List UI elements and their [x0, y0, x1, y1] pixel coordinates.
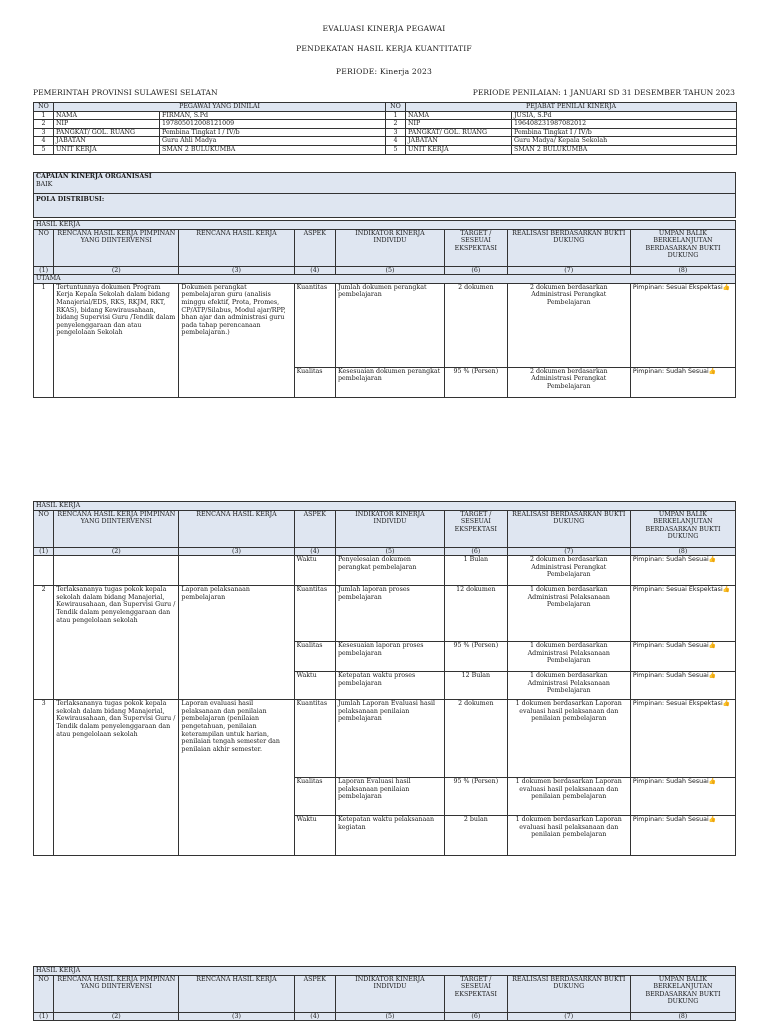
identity-row — [34, 137, 737, 146]
id-label: PANGKAT/ GOL. RUANG — [406, 128, 512, 137]
penilai-value: Guru Madya/ Kepala Sekolah — [512, 137, 737, 146]
identity-row — [34, 120, 737, 129]
id-label: JABATAN — [54, 137, 160, 146]
realisasi: 1 dokumen berdasarkan Laporan evaluasi hasil pelaksanaan dan penilaian pembelajaran — [507, 700, 630, 778]
col-number: (7) — [507, 266, 630, 275]
feedback-text: Sudah Sesuai — [666, 816, 709, 824]
hasil-kerja-table — [33, 966, 736, 1021]
col-header: RENCANA HASIL KERJA PIMPINAN YANG DIINTERVENSI — [54, 229, 179, 266]
rhk-pimpinan: Terlaksananya tugas pokok kepala sekolah dalam bidang Manajerial, Kewirausahaan, dan Supervisi Guru / Tendik dalam penyelenggaraan dan atau pengelolaan sekolah — [54, 700, 179, 856]
thumbs-up-icon: 👍 — [708, 816, 717, 824]
target: 12 dokumen — [445, 586, 508, 642]
indikator: Penyelesaian dokumen perangkat pembelajaran — [335, 556, 444, 586]
feedback-text: Sesuai Ekspektasi — [666, 700, 723, 708]
col-header: ASPEK — [294, 510, 335, 547]
col-header: UMPAN BALIK BERKELANJUTAN BERDASARKAN BUKTI DUKUNG — [630, 229, 735, 266]
feedback-text: Sesuai Ekspektasi — [666, 283, 723, 291]
rhk: Laporan evaluasi hasil pelaksanaan dan penilaian pembelajaran (penilaian pengetahuan, penilaian keterampilan untuk harian, penilaian tengah semester dan penilaian akhir semester. — [179, 700, 294, 856]
col-header: ASPEK — [294, 975, 335, 1012]
col-number: (4) — [294, 266, 335, 275]
penilai-value: Pembina Tingkat I / IV/b — [512, 128, 737, 137]
id-no: 5 — [386, 145, 406, 154]
periode-penilaian: PERIODE PENILAIAN: 1 JANUARI SD 31 DESEMBER TAHUN 2023 — [472, 88, 735, 97]
aspek: Kuantitas — [294, 700, 335, 778]
col-number: (6) — [445, 266, 508, 275]
id-no: 5 — [34, 145, 54, 154]
rhk: Dokumen perangkat pembelajaran guru (analisis minggu efektif, Prota, Promes, CP/ATP/Silabus, Modul ajar/RPP, bhan ajar dan administrasi guru pada tahap perencanaan pembelajaran.) — [179, 283, 294, 397]
realisasi: 2 dokumen berdasarkan Administrasi Perangkat Pembelajaran — [507, 283, 630, 367]
umpan-balik — [630, 778, 735, 816]
identity-table — [33, 102, 737, 155]
pimpinan-label: Pimpinan: — [632, 642, 665, 650]
id-label: PANGKAT/ GOL. RUANG — [54, 128, 160, 137]
target: 2 dokumen — [445, 700, 508, 778]
aspek: Kualitas — [294, 778, 335, 816]
indikator: Jumlah laporan proses pembelajaran — [335, 586, 444, 642]
id-no: 1 — [34, 111, 54, 120]
realisasi: 1 dokumen berdasarkan Laporan evaluasi hasil pelaksanaan dan penilaian pembelajaran — [507, 778, 630, 816]
realisasi: 2 dokumen berdasarkan Administrasi Perangkat Pembelajaran — [507, 367, 630, 397]
penilai-header: PEJABAT PENILAI KINERJA — [406, 103, 737, 112]
id-label: UNIT KERJA — [406, 145, 512, 154]
feedback-text: Sudah Sesuai — [666, 556, 709, 564]
id-no: 2 — [386, 120, 406, 129]
col-number: (4) — [294, 547, 335, 556]
id-no: 4 — [34, 137, 54, 146]
id-label: NIP — [406, 120, 512, 129]
id-no-header: NO — [386, 103, 406, 112]
col-number: (3) — [179, 547, 294, 556]
aspek: Kualitas — [294, 367, 335, 397]
hasil-kerja-label: HASIL KERJA — [34, 221, 736, 230]
col-number: (1) — [34, 547, 54, 556]
col-number: (6) — [445, 547, 508, 556]
hasil-kerja-label: HASIL KERJA — [34, 967, 736, 976]
indikator: Jumlah Laporan Evaluasi hasil pelaksanaan penilaian pembelajaran — [335, 700, 444, 778]
rhk-pimpinan: Tertuntunnya dokumen Program Kerja Kepala Sekolah dalam bidang Manajerial/EDS, RKS, RKJM, RKT, RKAS), bidang Kewirausahaan, bidang Supervisi Guru /Tendik dalam penyelenggaraan dan atau pengelolaan Sekolah — [54, 283, 179, 397]
hasil-kerja-table — [33, 501, 736, 856]
col-header: NO — [34, 510, 54, 547]
pegawai-value: Pembina Tingkat I / IV/b — [160, 128, 386, 137]
table-row — [34, 283, 736, 367]
col-number: (5) — [335, 266, 444, 275]
feedback-text: Sudah Sesuai — [666, 778, 709, 786]
indikator: Laporan Evaluasi hasil pelaksanaan penilaian pembelajaran — [335, 778, 444, 816]
thumbs-up-icon: 👍 — [708, 778, 717, 786]
pimpinan-label: Pimpinan: — [632, 283, 665, 291]
col-number: (8) — [630, 547, 735, 556]
id-label: NIP — [54, 120, 160, 129]
id-no: 4 — [386, 137, 406, 146]
doc-periode: PERIODE: Kinerja 2023 — [335, 67, 433, 76]
target: 2 dokumen — [445, 283, 508, 367]
thumbs-up-icon: 👍 — [708, 367, 717, 375]
col-header: INDIKATOR KINERJA INDIVIDU — [335, 975, 444, 1012]
umpan-balik — [630, 672, 735, 700]
table-row — [34, 556, 736, 586]
id-no: 3 — [386, 128, 406, 137]
col-number: (3) — [179, 1012, 294, 1021]
row-no: 3 — [34, 700, 54, 856]
pegawai-value: SMAN 2 BULUKUMBA — [160, 145, 386, 154]
pimpinan-label: Pimpinan: — [632, 586, 665, 594]
target: 12 Bulan — [445, 672, 508, 700]
pola-distribusi-label: POLA DISTRIBUSI: — [36, 196, 105, 203]
thumbs-up-icon: 👍 — [708, 672, 717, 680]
realisasi: 1 dokumen berdasarkan Administrasi Pelaksanaan Pembelajaran — [507, 642, 630, 672]
thumbs-up-icon: 👍 — [722, 700, 731, 708]
rhk-pimpinan: Terlaksananya tugas pokok kepala sekolah dalam bidang Manajerial, Kewirausahaan, dan Supervisi Guru / Tendik dalam penyelenggaraan dan atau pengelolaan sekolah — [54, 586, 179, 700]
umpan-balik — [630, 642, 735, 672]
umpan-balik — [630, 367, 735, 397]
doc-title: EVALUASI KINERJA PEGAWAI — [322, 24, 446, 33]
pimpinan-label: Pimpinan: — [632, 700, 665, 708]
id-no: 3 — [34, 128, 54, 137]
pegawai-value: FIRMAN, S.Pd — [160, 111, 386, 120]
col-header: TARGET / SESEUAI EKSPEKTASI — [445, 229, 508, 266]
target: 2 bulan — [445, 816, 508, 856]
col-header: RENCANA HASIL KERJA — [179, 510, 294, 547]
col-header: RENCANA HASIL KERJA PIMPINAN YANG DIINTERVENSI — [54, 975, 179, 1012]
pimpinan-label: Pimpinan: — [632, 778, 665, 786]
realisasi: 2 dokumen berdasarkan Administrasi Perangkat Pembelajaran — [507, 556, 630, 586]
id-label: UNIT KERJA — [54, 145, 160, 154]
realisasi: 1 dokumen berdasarkan Laporan evaluasi hasil pelaksanaan dan penilaian pembelajaran — [507, 816, 630, 856]
thumbs-up-icon: 👍 — [722, 586, 731, 594]
indikator: Ketepatan waktu proses pembelajaran — [335, 672, 444, 700]
col-number: (6) — [445, 1012, 508, 1021]
umpan-balik — [630, 556, 735, 586]
thumbs-up-icon: 👍 — [708, 642, 717, 650]
penilai-value: 196408231987082012 — [512, 120, 737, 129]
target: 95 % (Persen) — [445, 642, 508, 672]
capaian-label: CAPAIAN KINERJA ORGANISASI — [36, 173, 152, 180]
table-row — [34, 700, 736, 778]
id-label: NAMA — [54, 111, 160, 120]
indikator: Ketepatan waktu pelaksanaan kegiatan — [335, 816, 444, 856]
col-header: RENCANA HASIL KERJA — [179, 229, 294, 266]
capaian-value: BAIK — [36, 180, 53, 188]
col-header: NO — [34, 229, 54, 266]
pimpinan-label: Pimpinan: — [632, 672, 665, 680]
realisasi: 1 dokumen berdasarkan Administrasi Pelaksanaan Pembelajaran — [507, 586, 630, 642]
hasil-kerja-label: HASIL KERJA — [34, 502, 736, 511]
id-no-header: NO — [34, 103, 54, 112]
aspek: Waktu — [294, 672, 335, 700]
feedback-text: Sudah Sesuai — [666, 672, 709, 680]
penilai-value: JUSIA, S.Pd — [512, 111, 737, 120]
col-header: REALISASI BERDASARKAN BUKTI DUKUNG — [507, 975, 630, 1012]
identity-row — [34, 145, 737, 154]
col-number: (2) — [54, 547, 179, 556]
aspek: Kuantitas — [294, 586, 335, 642]
col-number: (1) — [34, 1012, 54, 1021]
col-header: UMPAN BALIK BERKELANJUTAN BERDASARKAN BUKTI DUKUNG — [630, 975, 735, 1012]
target: 95 % (Persen) — [445, 778, 508, 816]
col-header: RENCANA HASIL KERJA — [179, 975, 294, 1012]
aspek: Kualitas — [294, 642, 335, 672]
utama-label: UTAMA — [34, 275, 736, 284]
col-number: (5) — [335, 547, 444, 556]
umpan-balik — [630, 586, 735, 642]
hasil-kerja-table — [33, 220, 736, 398]
instansi-label: PEMERINTAH PROVINSI SULAWESI SELATAN — [33, 88, 218, 97]
identity-row — [34, 128, 737, 137]
id-label: JABATAN — [406, 137, 512, 146]
organisasi-table — [33, 172, 736, 218]
id-no: 2 — [34, 120, 54, 129]
indikator: Kesesuaian dokumen perangkat pembelajaran — [335, 367, 444, 397]
col-number: (7) — [507, 1012, 630, 1021]
col-number: (3) — [179, 266, 294, 275]
target: 95 % (Persen) — [445, 367, 508, 397]
thumbs-up-icon: 👍 — [722, 283, 731, 291]
col-header: RENCANA HASIL KERJA PIMPINAN YANG DIINTERVENSI — [54, 510, 179, 547]
pegawai-header: PEGAWAI YANG DINILAI — [54, 103, 386, 112]
aspek: Kuantitas — [294, 283, 335, 367]
pegawai-value: Guru Ahli Madya — [160, 137, 386, 146]
aspek: Waktu — [294, 816, 335, 856]
feedback-text: Sesuai Ekspektasi — [666, 586, 723, 594]
col-header: UMPAN BALIK BERKELANJUTAN BERDASARKAN BUKTI DUKUNG — [630, 510, 735, 547]
col-number: (1) — [34, 266, 54, 275]
col-header: INDIKATOR KINERJA INDIVIDU — [335, 229, 444, 266]
feedback-text: Sudah Sesuai — [666, 367, 709, 375]
col-header: TARGET / SESEUAI EKSPEKTASI — [445, 510, 508, 547]
col-number: (4) — [294, 1012, 335, 1021]
col-number: (8) — [630, 266, 735, 275]
pimpinan-label: Pimpinan: — [632, 367, 665, 375]
col-number: (2) — [54, 1012, 179, 1021]
row-no: 2 — [34, 586, 54, 700]
col-header: REALISASI BERDASARKAN BUKTI DUKUNG — [507, 510, 630, 547]
col-header: NO — [34, 975, 54, 1012]
realisasi: 1 dokumen berdasarkan Administrasi Pelaksanaan Pembelajaran — [507, 672, 630, 700]
doc-subtitle: PENDEKATAN HASIL KERJA KUANTITATIF — [296, 44, 472, 53]
id-no: 1 — [386, 111, 406, 120]
table-row — [34, 586, 736, 642]
col-header: REALISASI BERDASARKAN BUKTI DUKUNG — [507, 229, 630, 266]
col-header: TARGET / SESEUAI EKSPEKTASI — [445, 975, 508, 1012]
umpan-balik — [630, 283, 735, 367]
target: 1 Bulan — [445, 556, 508, 586]
col-header: INDIKATOR KINERJA INDIVIDU — [335, 510, 444, 547]
col-number: (8) — [630, 1012, 735, 1021]
penilai-value: SMAN 2 BULUKUMBA — [512, 145, 737, 154]
pimpinan-label: Pimpinan: — [632, 556, 665, 564]
id-label: NAMA — [406, 111, 512, 120]
umpan-balik — [630, 700, 735, 778]
thumbs-up-icon: 👍 — [708, 556, 717, 564]
col-number: (2) — [54, 266, 179, 275]
col-header: ASPEK — [294, 229, 335, 266]
feedback-text: Sudah Sesuai — [666, 642, 709, 650]
row-no: 1 — [34, 283, 54, 397]
identity-row — [34, 111, 737, 120]
umpan-balik — [630, 816, 735, 856]
pimpinan-label: Pimpinan: — [632, 816, 665, 824]
aspek: Waktu — [294, 556, 335, 586]
indikator: Jumlah dokumen perangkat pembelajaran — [335, 283, 444, 367]
pegawai-value: 197805012008121009 — [160, 120, 386, 129]
rhk: Laporan pelaksanaan pembelajaran — [179, 586, 294, 700]
col-number: (7) — [507, 547, 630, 556]
indikator: Kesesuaian laporan proses pembelajaran — [335, 642, 444, 672]
col-number: (5) — [335, 1012, 444, 1021]
